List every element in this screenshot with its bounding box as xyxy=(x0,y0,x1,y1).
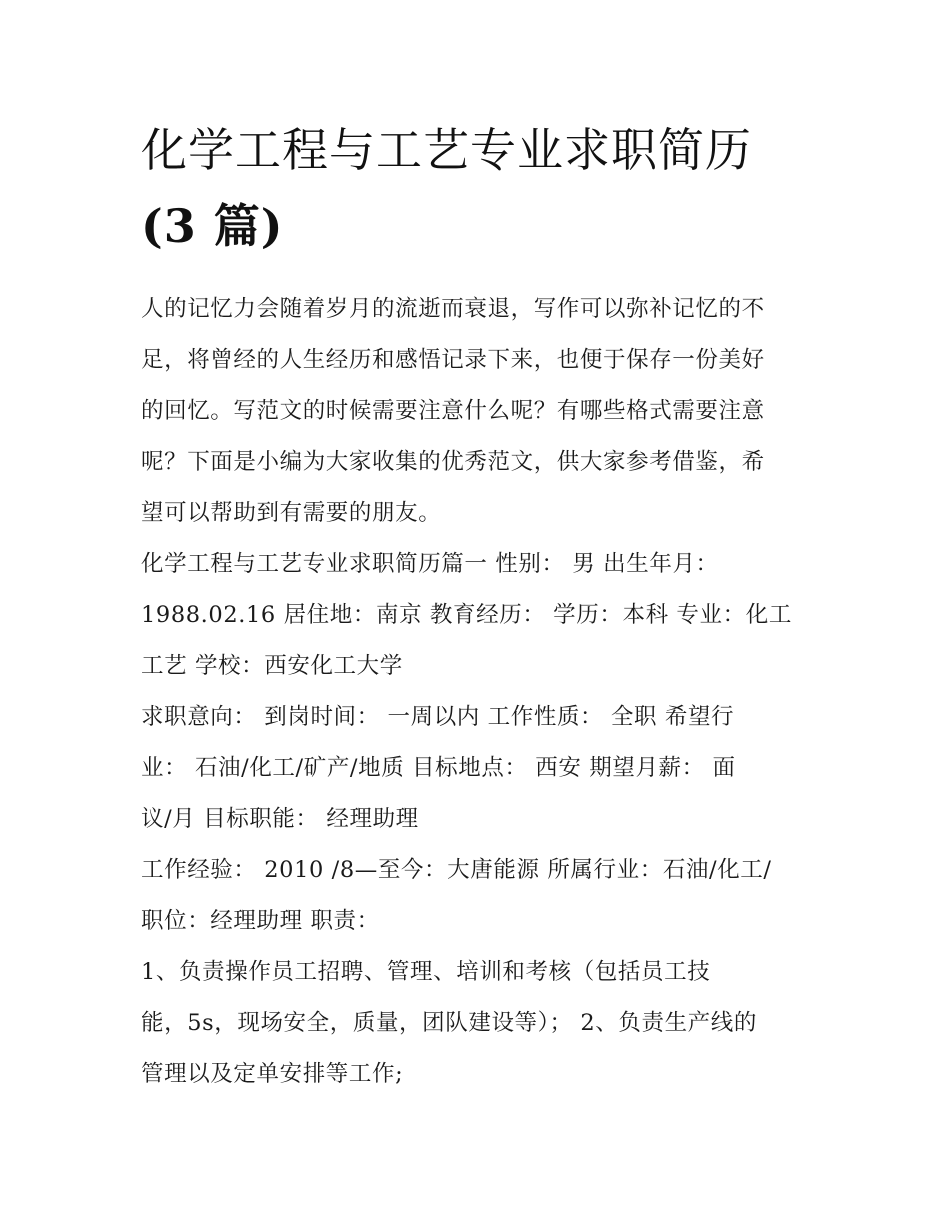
document-content xyxy=(141,112,813,1100)
text-line: 业： 石油/化工/矿产/地质 目标地点： 西安 期望月薪： 面 xyxy=(141,755,736,781)
document-body xyxy=(141,284,813,1100)
text-line: 1988.02.16 居住地：南京 教育经历： 学历：本科 专业：化工 xyxy=(141,602,792,628)
text-line: 求职意向： 到岗时间： 一周以内 工作性质： 全职 希望行 xyxy=(141,704,735,730)
text-line: 工作经验： 2010 /8—至今：大唐能源 所属行业：石油/化工/ xyxy=(141,857,772,883)
title-count: (3 篇) xyxy=(141,199,284,253)
work-experience-paragraph xyxy=(141,845,813,947)
intro-paragraph xyxy=(141,284,813,539)
text-line: 呢？下面是小编为大家收集的优秀范文，供大家参考借鉴，希 xyxy=(141,449,765,475)
text-line: 职位：经理助理 职责： xyxy=(141,908,380,934)
document-title xyxy=(141,112,813,264)
text-line: 望可以帮助到有需要的朋友。 xyxy=(141,500,442,526)
text-line: 1、负责操作员工招聘、管理、培训和考核（包括员工技 xyxy=(141,959,711,985)
text-line: 工艺 学校：西安化工大学 xyxy=(141,653,403,679)
text-line: 的回忆。写范文的时候需要注意什么呢？有哪些格式需要注意 xyxy=(141,398,765,424)
personal-info-paragraph xyxy=(141,539,813,692)
text-line: 议/月 目标职能： 经理助理 xyxy=(141,806,419,832)
text-line: 人的记忆力会随着岁月的流逝而衰退，写作可以弥补记忆的不 xyxy=(141,296,765,322)
text-line: 管理以及定单安排等工作; xyxy=(141,1061,404,1087)
duties-paragraph xyxy=(141,947,813,1100)
text-line: 足，将曾经的人生经历和感悟记录下来，也便于保存一份美好 xyxy=(141,347,765,373)
text-line: 能，5s，现场安全，质量，团队建设等）； 2、负责生产线的 xyxy=(141,1010,757,1036)
title-line: 化学工程与工艺专业求职简历 xyxy=(141,123,752,177)
text-line: 化学工程与工艺专业求职简历篇一 性别： 男 出生年月： xyxy=(141,551,719,577)
job-intention-paragraph xyxy=(141,692,813,845)
